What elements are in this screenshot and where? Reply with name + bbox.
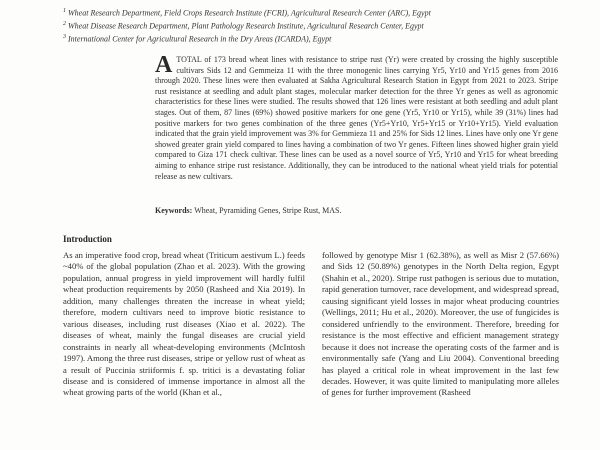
affiliation-line-1 — [63, 6, 543, 19]
affiliation-line-2 — [63, 19, 543, 32]
abstract-text: TOTAL of 173 bread wheat lines with resistance to stripe rust (Yr) were created by crossing the highly susceptible cultivars Sids 12 and Gemmeiza 11 with the three monogenic lines carrying Yr5, Yr10 and Yr15 genes from 2016 through 2020. These lines were then evaluated at Sakha Agricultural Research Station in Egypt from 2021 to 2023. Stripe rust resistance at seedling and adult plant stages, molecular marker detection for the three Yr genes as well as agronomic characteristics for these lines were studied. The results showed that 126 lines were resistant at both seedling and adult plant stages. Out of them, 87 lines (69%) showed positive markers for one gene (Yr5, Yr10 or Yr15), while 39 (31%) lines had positive markers for two genes combination of the three genes (Yr5+Yr10, Yr5+Yr15 or Yr10+Yr15). Yield evaluation indicated that the grain yield improvement was 3% for Gemmieza 11 and 25% for Sids 12 lines. Lines have only one Yr gene showed greater grain yield compared to lines having a combination of two Yr genes. Fifteen lines showed higher grain yield compared to Giza 171 check cultivar. These lines can be used as a novel source of Yr5, Yr10 and Yr15 for wheat breeding aiming to enhance stripe rust resistance. Additionally, they can be introduced to the national wheat yield trials for potential release as new cultivars. — [155, 55, 558, 181]
affiliation-superscript-2: 2 — [63, 21, 66, 28]
affiliation-superscript-1: 1 — [63, 8, 66, 14]
affiliation-line-3 — [63, 32, 543, 45]
introduction-right-column: followed by genotype Misr 1 (62.38%), as well as Misr 2 (57.66%) and Sids 12 (50.89%) genotypes in the North Delta region, Egypt (Shahin et al., 2020). Stripe rust pathogen is serious due to mutation, rapid generation turnover, race development, and widespread spread, causing significant yield losses in major wheat producing countries (Wellings, 2011; Hu et al., 2020). Moreover, the use of fungicides is considered unfriendly to the environment. Therefore, breeding for resistance is the most effective and efficient management strategy because it does not increase the operating costs of the farmer and is environmentally safe (Yang and Liu 2004). Conventional breeding has played a critical role in wheat improvement in the last few decades. However, it was quite limited to manipulating more alleles of genes for further improvement (Rasheed — [322, 250, 559, 398]
affiliation-text-1: Wheat Research Department, Field Crops Research Institute (FCRI), Agricultural Research Center (ARC), Egypt — [68, 8, 431, 18]
introduction-left-column: As an imperative food crop, bread wheat (Triticum aestivum L.) feeds ~40% of the global population (Zhao et al. 2023). With the growing population, annual progress in yield improvement will hardly fulfil wheat production requirements by 2050 (Rasheed and Xia 2019). In addition, many challenges threaten the increase in wheat yield; therefore, modern cultivars need to improve biotic resistance to various diseases, including rust diseases (Xiao et al. 2022). The diseases of wheat, mainly the fungal diseases are crucial yield constraints in nearly all wheat-developing environments (McIntosh 1997). Among the three rust diseases, stripe or yellow rust of wheat as a result of Puccinia striiformis f. sp. tritici is a devastating foliar disease and is considered of immense importance in almost all the wheat growing parts of the world (Khan et al., — [63, 250, 305, 398]
affiliations-block — [63, 6, 543, 45]
abstract-drop-cap: A — [155, 52, 173, 78]
keywords-line — [155, 206, 558, 215]
introduction-heading: Introduction — [63, 234, 112, 244]
keywords-label: Keywords: — [155, 206, 193, 215]
keywords-text: Wheat, Pyramiding Genes, Stripe Rust, MAS. — [194, 206, 342, 215]
affiliation-text-3: International Center for Agricultural Research in the Dry Areas (ICARDA), Egypt — [68, 34, 332, 44]
affiliation-superscript-3: 3 — [63, 34, 66, 41]
abstract-paragraph — [155, 52, 558, 182]
affiliation-text-2: Wheat Disease Research Department, Plant Pathology Research Institute, Agricultural Research Center, Egypt — [68, 21, 424, 31]
